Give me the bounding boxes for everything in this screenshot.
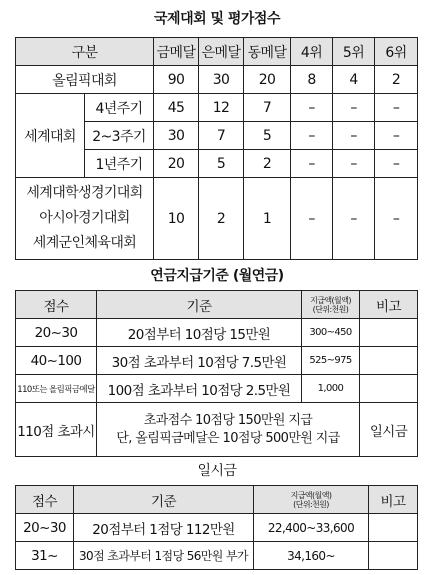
- score-cell: 40~100: [16, 347, 97, 375]
- amount-cell: 34,160~: [254, 542, 369, 570]
- cell: 7: [244, 94, 291, 122]
- table-row: [16, 94, 418, 122]
- header-silver: 은메달: [199, 38, 244, 66]
- criteria-cell: 100점 초과부터 10점당 2.5만원: [97, 375, 302, 403]
- cell: –: [291, 150, 333, 178]
- table1-title: 국제대회 및 평가점수: [154, 11, 280, 27]
- row-label-multi: [16, 178, 154, 260]
- header-note: 비고: [369, 486, 418, 514]
- cell: 5: [199, 150, 244, 178]
- cell: 90: [154, 66, 199, 94]
- header-category: 구분: [16, 38, 154, 66]
- group-label: 세계대회: [16, 94, 85, 178]
- medal-score-table: [15, 37, 418, 260]
- header-score: 점수: [16, 291, 97, 319]
- criteria-line: 단, 올림픽금메달은 10점당 500만원 지급: [116, 430, 340, 446]
- header-4th: 4위: [291, 38, 333, 66]
- score-cell: 20~30: [16, 319, 97, 347]
- table-header-row: [16, 38, 418, 66]
- cell: 2: [199, 178, 244, 260]
- cell: 12: [199, 94, 244, 122]
- amount-cell: 22,400~33,600: [254, 514, 369, 542]
- table3-title: 일시금: [197, 463, 237, 479]
- amount-label: 지급액(월액): [310, 295, 351, 305]
- row-label: 2~3주기: [85, 122, 154, 150]
- cell: –: [291, 178, 333, 260]
- criteria-cell: 20점부터 1점당 112만원: [74, 514, 254, 542]
- header-amount: [302, 291, 360, 319]
- table-row: [16, 319, 418, 347]
- table-row: [16, 403, 418, 457]
- cell: 20: [244, 66, 291, 94]
- table-row: [16, 375, 418, 403]
- table-row: [16, 542, 418, 570]
- table-row: [16, 347, 418, 375]
- note-cell: [360, 375, 418, 403]
- header-bronze: 동메달: [244, 38, 291, 66]
- header-6th: 6위: [375, 38, 418, 66]
- header-score: 점수: [16, 486, 74, 514]
- amount-cell: 525~975: [302, 347, 360, 375]
- cell: –: [291, 122, 333, 150]
- cell: 4: [333, 66, 375, 94]
- table-header-row: [16, 486, 418, 514]
- criteria-cell: 20점부터 10점당 15만원: [97, 319, 302, 347]
- event-name: 세계대학생경기대회: [26, 185, 143, 201]
- table-row: [16, 66, 418, 94]
- cell: 2: [375, 66, 418, 94]
- criteria-line: 초과점수 10점당 150만원 지급: [143, 412, 313, 428]
- cell: –: [375, 150, 418, 178]
- row-label: 1년주기: [85, 150, 154, 178]
- header-criteria: 기준: [97, 291, 302, 319]
- score-cell: 110또는 올림픽금메달: [16, 375, 97, 403]
- cell: 45: [154, 94, 199, 122]
- note-cell: [360, 347, 418, 375]
- header-gold: 금메달: [154, 38, 199, 66]
- cell: –: [333, 94, 375, 122]
- score-cell: 110점 초과시: [16, 403, 97, 457]
- criteria-cell: 30점 초과부터 1점당 56만원 부가: [74, 542, 254, 570]
- cell: 1: [244, 178, 291, 260]
- table-row: [16, 178, 418, 260]
- event-name: 아시아경기대회: [39, 210, 130, 226]
- header-criteria: 기준: [74, 486, 254, 514]
- note-cell: [360, 319, 418, 347]
- cell: –: [333, 150, 375, 178]
- event-name: 세계군인체육대회: [32, 235, 137, 251]
- cell: 8: [291, 66, 333, 94]
- cell: –: [375, 122, 418, 150]
- note-cell: 일시금: [360, 403, 418, 457]
- row-label: 4년주기: [85, 94, 154, 122]
- table-row: [16, 514, 418, 542]
- table2-title: 연금지급기준 (월연금): [150, 268, 284, 284]
- header-5th: 5위: [333, 38, 375, 66]
- cell: 30: [199, 66, 244, 94]
- score-cell: 20~30: [16, 514, 74, 542]
- table-header-row: [16, 291, 418, 319]
- cell: –: [333, 178, 375, 260]
- cell: –: [333, 122, 375, 150]
- amount-cell: 300~450: [302, 319, 360, 347]
- cell: 2: [244, 150, 291, 178]
- header-amount: [254, 486, 369, 514]
- amount-unit: (단위:천원): [293, 499, 329, 509]
- criteria-cell: [97, 403, 360, 457]
- header-note: 비고: [360, 291, 418, 319]
- cell: 10: [154, 178, 199, 260]
- note-cell: [369, 514, 418, 542]
- cell: –: [291, 94, 333, 122]
- cell: –: [375, 94, 418, 122]
- pension-table: [15, 290, 418, 457]
- row-label: 올림픽대회: [16, 66, 154, 94]
- cell: 7: [199, 122, 244, 150]
- cell: 5: [244, 122, 291, 150]
- criteria-cell: 30점 초과부터 10점당 7.5만원: [97, 347, 302, 375]
- amount-unit: (단위:천원): [312, 304, 349, 314]
- cell: 20: [154, 150, 199, 178]
- cell: 30: [154, 122, 199, 150]
- amount-cell: 1,000: [302, 375, 360, 403]
- score-cell: 31~: [16, 542, 74, 570]
- amount-label: 지급액(월액): [290, 490, 332, 500]
- lump-sum-table: [15, 485, 418, 570]
- note-cell: [369, 542, 418, 570]
- cell: –: [375, 178, 418, 260]
